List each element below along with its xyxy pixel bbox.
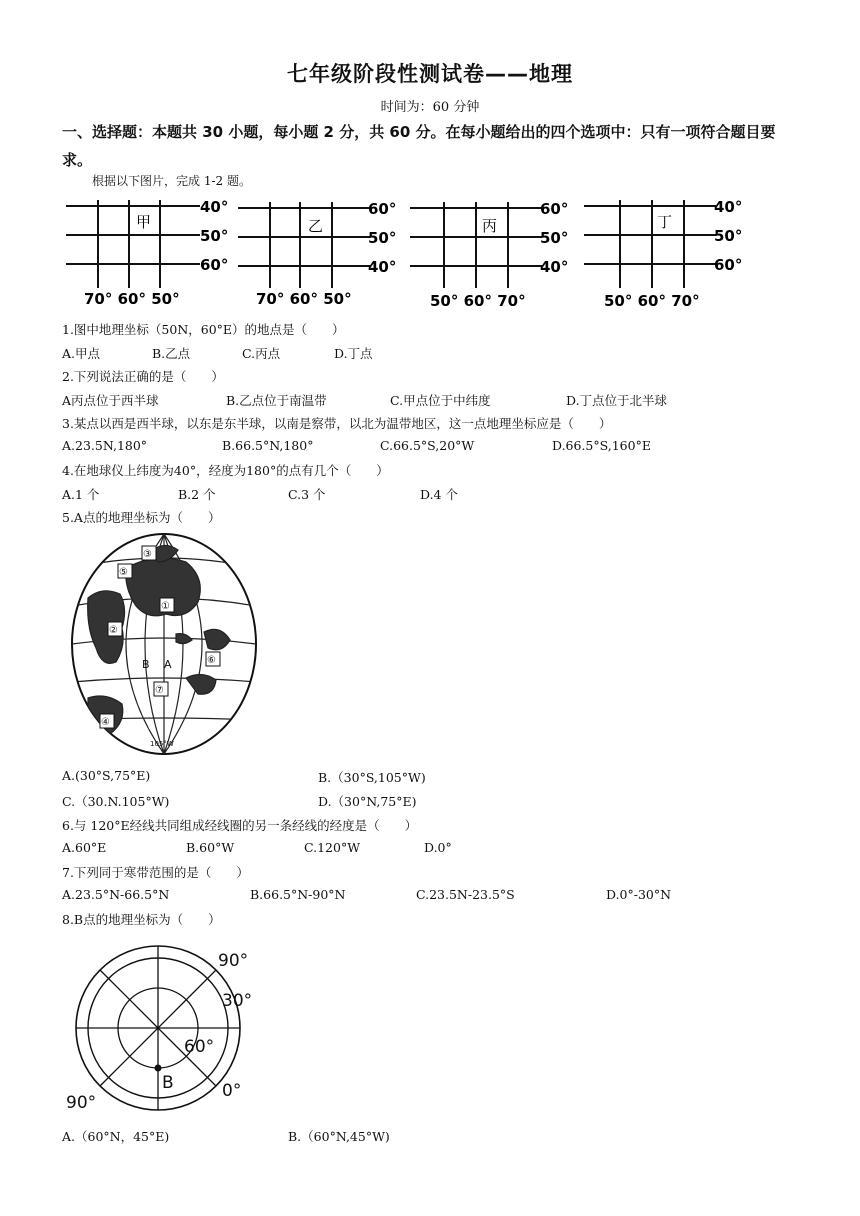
question-8: 8.B点的地理坐标为（ ） (62, 912, 221, 927)
polar-label: 90° (218, 951, 249, 971)
section-heading: 一、选择题：本题共 30 小题，每小题 2 分，共 60 分。在每小题给出的四个选项中：只有一项符合题目要求。 (62, 123, 776, 169)
point-b-marker (155, 1065, 162, 1072)
option: C.丙点 (242, 346, 281, 361)
page-title: 七年级阶段性测试卷——地理 (287, 62, 573, 86)
marker-1: ① (161, 601, 170, 612)
lon-labels: 70° 60° 50° (84, 290, 180, 308)
lat-label: 60° (714, 256, 743, 274)
lat-label: 40° (368, 258, 397, 276)
option: A.（60°N，45°E) (62, 1129, 170, 1144)
lat-label: 50° (368, 229, 397, 247)
question-3: 3.某点以西是西半球，以东是东半球，以南是察带，以北为温带地区，这一点地理坐标应是（ ） (62, 416, 612, 431)
option: A.1 个 (62, 487, 100, 502)
option: A.甲点 (62, 346, 101, 361)
option: B.乙点位于南温带 (226, 393, 327, 408)
option: D.66.5°S,160°E (552, 438, 651, 453)
point-a-label: A (164, 658, 172, 671)
lat-label: 40° (540, 258, 569, 276)
question-2: 2.下列说法正确的是（ ） (62, 369, 224, 384)
lon-labels: 70° 60° 50° (256, 290, 352, 308)
option: C.甲点位于中纬度 (390, 393, 491, 408)
question-4: 4.在地球仪上纬度为40°，经度为180°的点有几个（ ） (62, 463, 389, 478)
marker-2: ② (109, 625, 118, 636)
marker-7: ⑦ (155, 685, 164, 696)
polar-label: 30° (222, 991, 253, 1011)
lat-label: 60° (540, 200, 569, 218)
grid-point-label: 甲 (136, 213, 152, 231)
option: B.（30°S,105°W) (318, 770, 426, 785)
option: A.(30°S,75°E) (62, 768, 151, 783)
lat-label: 60° (368, 200, 397, 218)
option: C.66.5°S,20°W (380, 438, 475, 453)
lat-label: 50° (200, 227, 229, 245)
marker-5: ⑤ (119, 567, 128, 578)
lat-label: 50° (714, 227, 743, 245)
question-6: 6.与 120°E经线共同组成经线圈的另一条经线的经度是（ ） (62, 818, 418, 833)
lat-label: 60° (200, 256, 229, 274)
option: B.66.5°N-90°N (250, 887, 346, 902)
option: C.3 个 (288, 487, 326, 502)
question-1: 1.图中地理坐标（50N，60°E）的地点是（ ） (62, 322, 345, 337)
meridian-label: 105°W (150, 740, 174, 748)
question-7: 7.下列同于寒带范围的是（ ） (62, 865, 249, 880)
polar-map-figure (62, 940, 282, 1120)
option: D.4 个 (420, 487, 458, 502)
polar-label: 0° (222, 1081, 242, 1101)
polar-label: 60° (184, 1037, 215, 1057)
option: D.0° (424, 840, 452, 855)
lon-labels: 50° 60° 70° (604, 292, 700, 310)
option: B.60°W (186, 840, 235, 855)
marker-3: ③ (143, 549, 152, 560)
grid-jia (66, 198, 228, 308)
grid-yi (238, 200, 396, 308)
exam-time: 时间为：60 分钟 (380, 100, 480, 115)
lat-label: 50° (540, 229, 569, 247)
point-b-label: B (142, 658, 150, 671)
polar-label: 90° (66, 1093, 97, 1113)
question-5: 5.A点的地理坐标为（ ） (62, 510, 221, 525)
option: A.23.5N,180° (62, 438, 148, 453)
option: B.乙点 (152, 346, 191, 361)
option: D.丁点 (334, 346, 373, 361)
lat-label: 40° (714, 198, 743, 216)
option: C.120°W (304, 840, 361, 855)
marker-6: ⑥ (207, 655, 216, 666)
marker-4: ④ (101, 717, 110, 728)
option: B.66.5°N,180° (222, 438, 314, 453)
option: A.23.5°N-66.5°N (62, 887, 170, 902)
lon-labels: 50° 60° 70° (430, 292, 526, 310)
grid-point-label: 丙 (482, 217, 498, 235)
option: D.丁点位于北半球 (566, 393, 668, 408)
option: B.（60°N,45°W) (288, 1129, 390, 1144)
grid-bing (410, 200, 568, 310)
option: D.0°-30°N (606, 887, 672, 902)
coordinate-grids-figure (60, 192, 760, 312)
option: C.23.5N-23.5°S (416, 887, 515, 902)
option: A丙点位于西半球 (62, 393, 159, 408)
globe-map-figure (66, 528, 262, 760)
option: A.60°E (62, 840, 107, 855)
grid-point-label: 乙 (308, 217, 324, 235)
grid-point-label: 丁 (657, 213, 673, 231)
option: C.（30.N.105°W) (62, 794, 170, 809)
lat-label: 40° (200, 198, 229, 216)
option: B.2 个 (178, 487, 216, 502)
grid-ding (584, 198, 742, 310)
option: D.（30°N,75°E) (318, 794, 417, 809)
grid-intro: 根据以下图片，完成 1-2 题。 (92, 174, 251, 188)
polar-label: B (162, 1073, 174, 1093)
